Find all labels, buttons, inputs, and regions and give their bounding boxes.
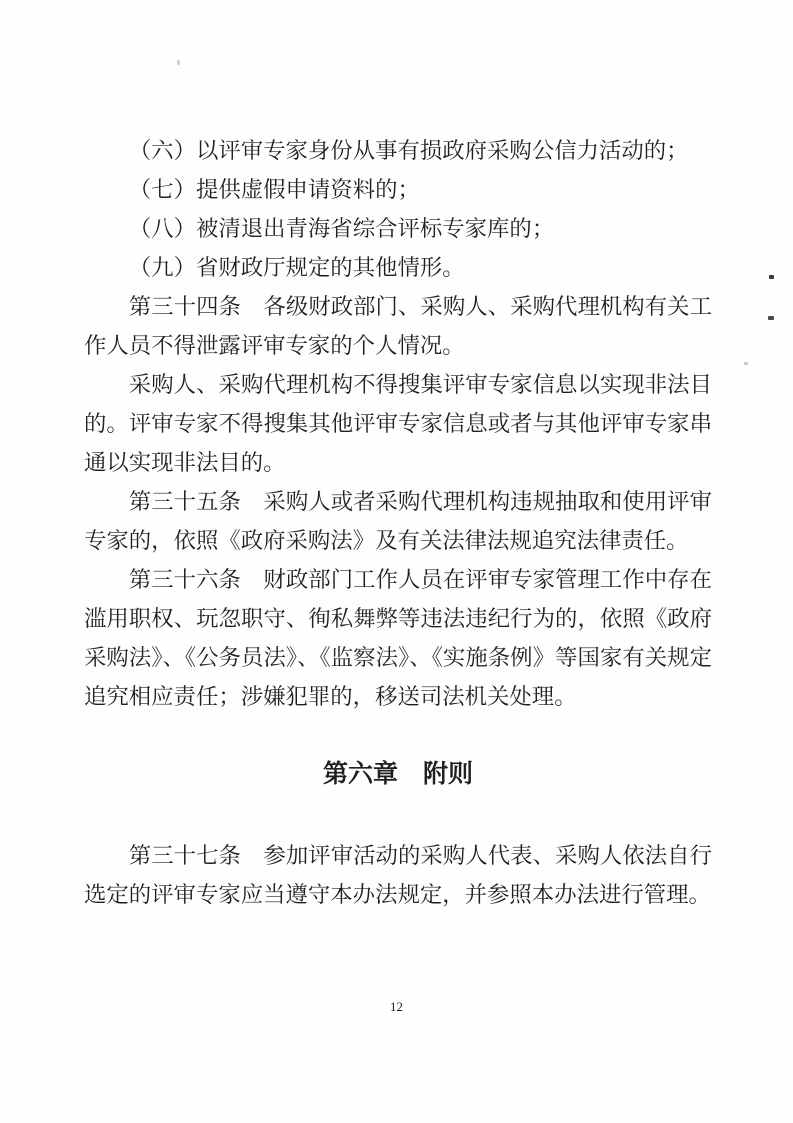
clause-item-7: （七）提供虚假申请资料的； <box>128 177 420 202</box>
article-36-paragraph: 第三十六条 财政部门工作人员在评审专家管理工作中存在滥用职权、玩忽职守、徇私舞弊等违法违纪行为的，依照《政府采购法》、《公务员法》、《监察法》、《实施条例》等国家有关规定追究相应责任；涉嫌犯罪的，移送司法机关处理。 <box>84 567 712 709</box>
chapter-heading: 第六章 附则 <box>322 761 473 788</box>
clause-item-9: （九）省财政厅规定的其他情形。 <box>128 255 465 280</box>
article-37-paragraph: 第三十七条 参加评审活动的采购人代表、采购人依法自行选定的评审专家应当遵守本办法规定，并参照本办法进行管理。 <box>84 843 712 907</box>
scan-speck <box>768 316 774 320</box>
article-35-paragraph: 第三十五条 采购人或者采购代理机构违规抽取和使用评审专家的，依照《政府采购法》及有关法律法规追究法律责任。 <box>84 489 712 553</box>
scan-speck <box>744 362 748 365</box>
clause-item-6: （六）以评审专家身份从事有损政府采购公信力活动的； <box>128 138 689 163</box>
page-number: 12 <box>390 999 403 1014</box>
clause-item-8: （八）被清退出青海省综合评标专家库的； <box>128 216 555 241</box>
article-34-paragraph-2: 采购人、采购代理机构不得搜集评审专家信息以实现非法目的。评审专家不得搜集其他评审专家信息或者与其他评审专家串通以实现非法目的。 <box>84 372 712 475</box>
document-body <box>84 131 712 914</box>
scan-speck <box>769 275 774 279</box>
article-34-paragraph: 第三十四条 各级财政部门、采购人、采购代理机构有关工作人员不得泄露评审专家的个人情况。 <box>84 294 712 358</box>
scan-speck <box>177 60 180 65</box>
